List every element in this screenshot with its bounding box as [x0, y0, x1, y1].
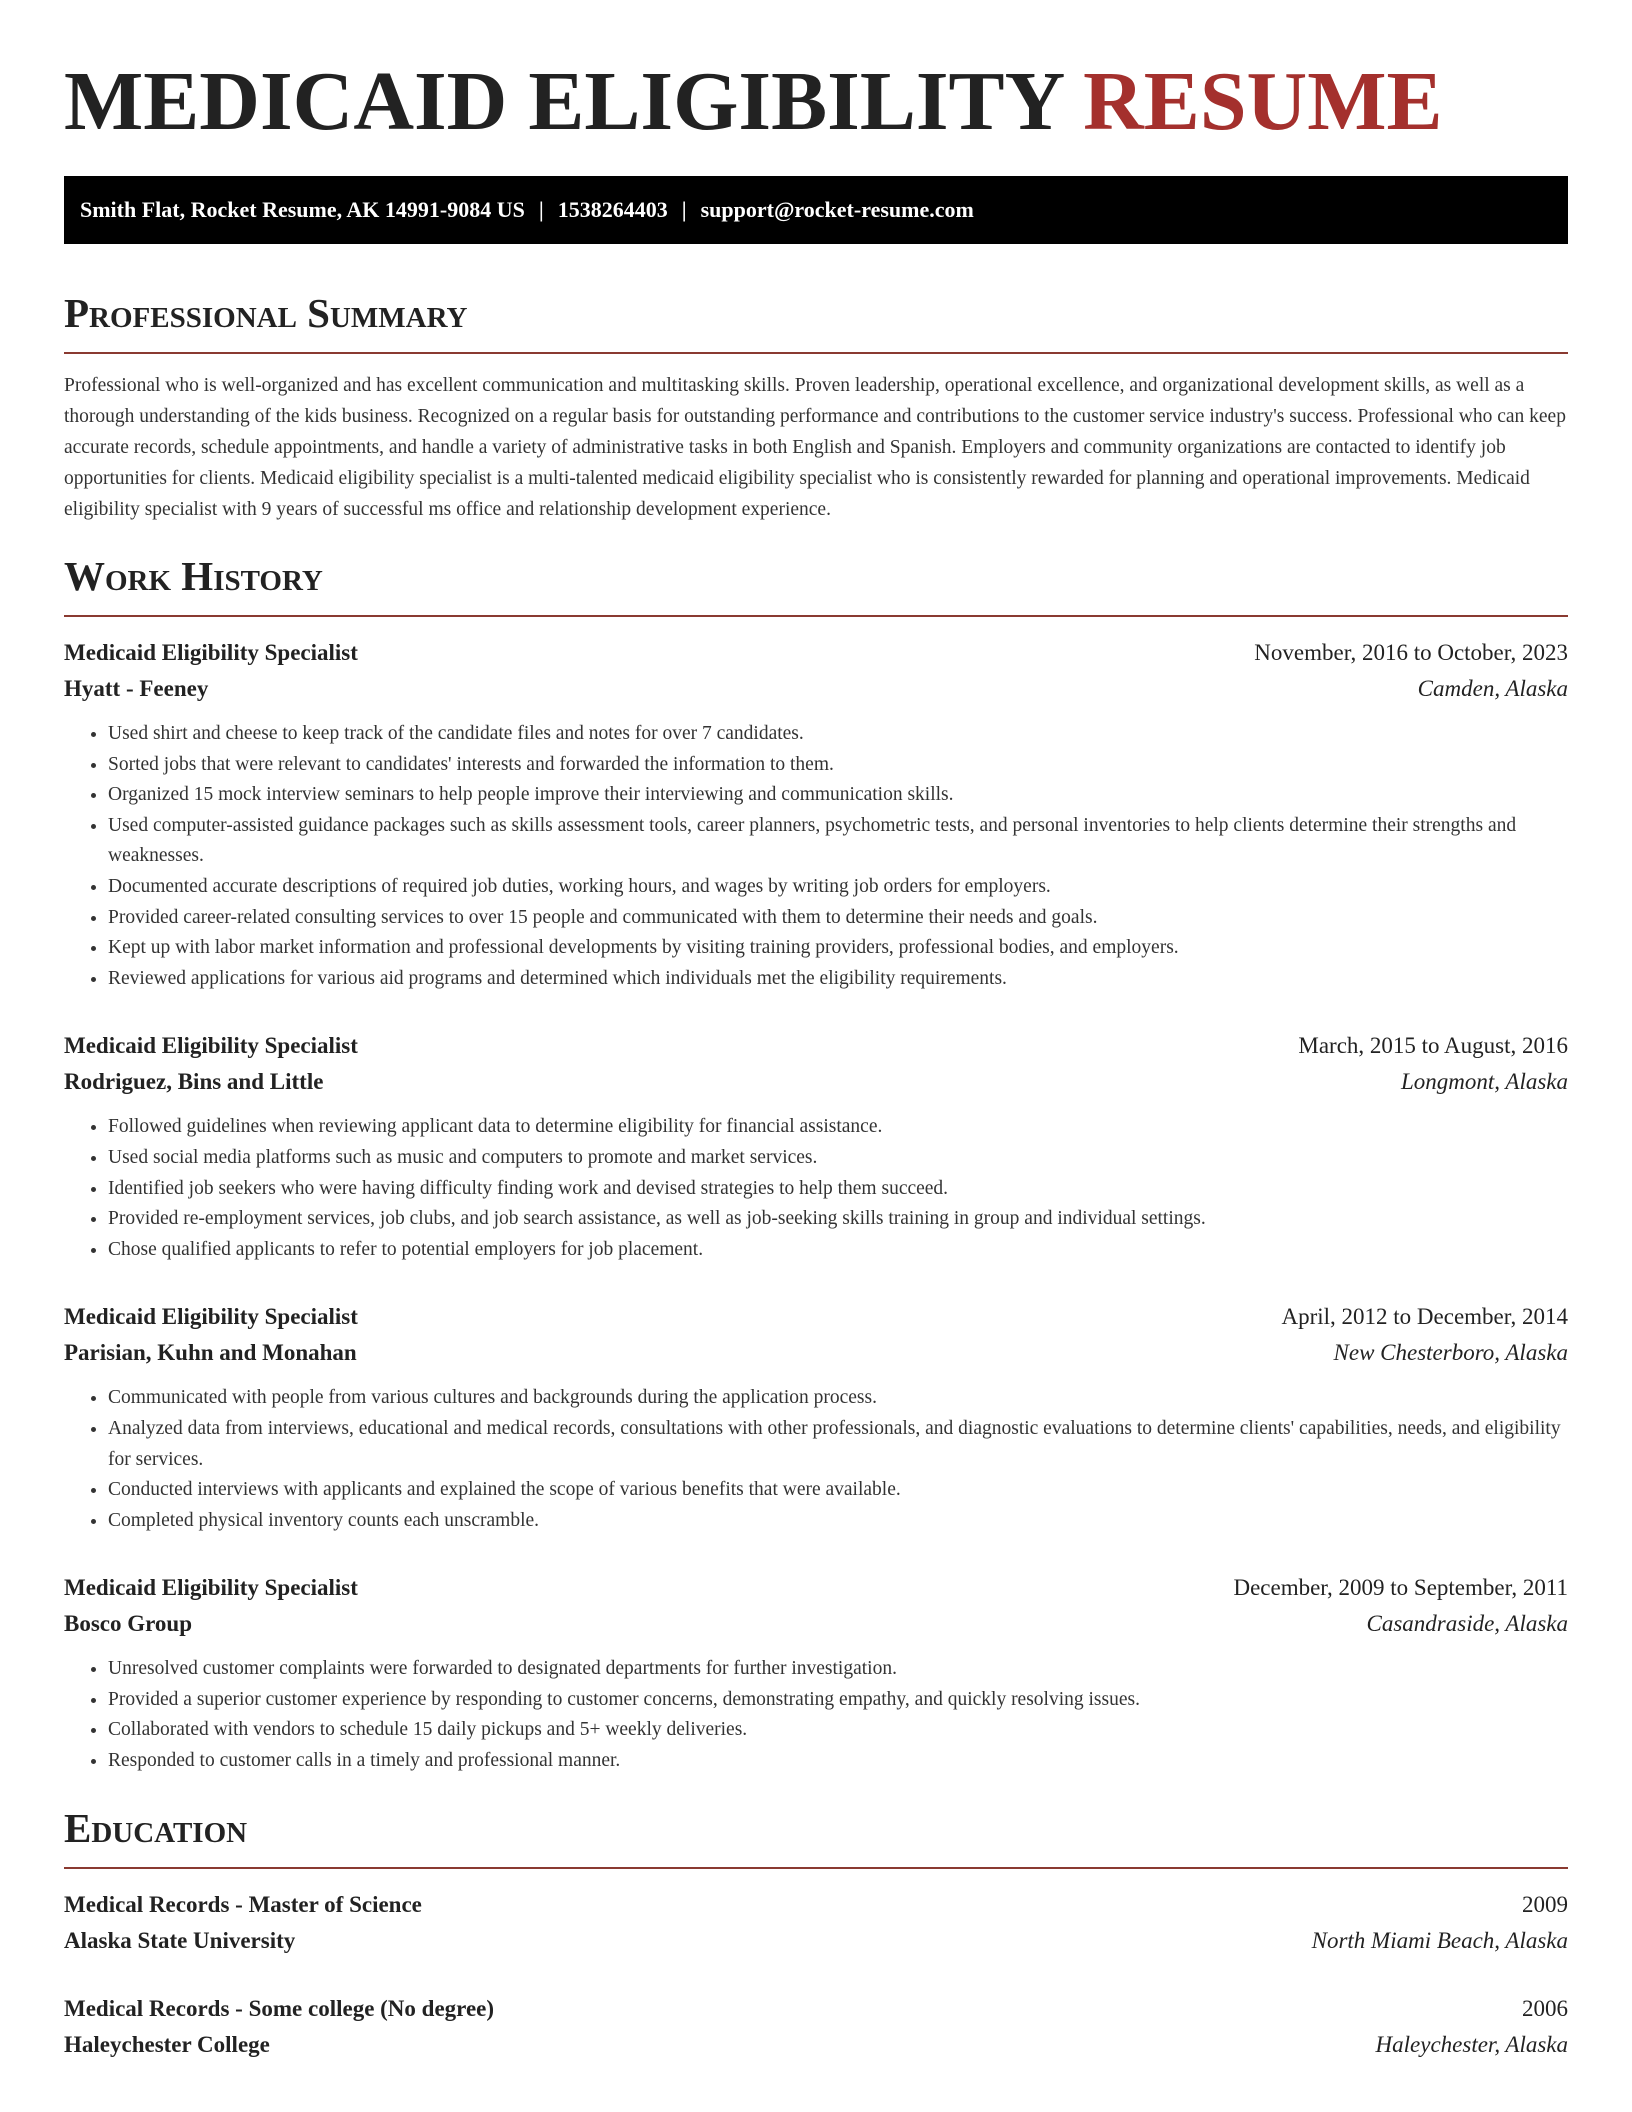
job-bullet: • Kept up with labor market information and professional developments by visiting training providers, professional bodies, and employers.	[108, 933, 1568, 964]
summary-text: Professional who is well-organized and has excellent communication and multitasking skills. Proven leadership, operational excellence, and organizational development skills, as well as a thorough understanding of the kids business. Recognized on a regular basis for outstanding performance and contributions to the customer service industry's success. Professional who can keep accurate records, schedule appointments, and handle a variety of administrative tasks in both English and Spanish. Employers and community organizations are contacted to identify job opportunities for clients. Medicaid eligibility specialist is a multi-talented medicaid eligibility specialist who is consistently rewarded for planning and operational improvements. Medicaid eligibility specialist with 9 years of successful ms office and relationship development experience.	[64, 375, 1566, 520]
work-history-section	[64, 551, 1568, 1777]
job-title: Medicaid Eligibility Specialist	[64, 640, 358, 665]
job-bullet: • Responded to customer calls in a timely and professional manner.	[108, 1746, 1568, 1777]
job-dates: November, 2016 to October, 2023	[1254, 640, 1568, 665]
job-entry	[64, 1570, 1568, 1776]
job-bullet: • Unresolved customer complaints were forwarded to designated departments for further investigation.	[108, 1654, 1568, 1685]
job-bullet: • Followed guidelines when reviewing applicant data to determine eligibility for financial assistance.	[108, 1112, 1568, 1143]
job-title: Medicaid Eligibility Specialist	[64, 1575, 358, 1601]
education-year: 2006	[1522, 1995, 1568, 2021]
job-dates: March, 2015 to August, 2016	[1298, 1033, 1568, 1059]
education-school-row	[64, 2027, 1568, 2063]
job-dates: April, 2012 to December, 2014	[1281, 1304, 1568, 1330]
job-bullet: • Provided re-employment services, job clubs, and job search assistance, as well as job-seeking skills training in group and individual settings.	[108, 1204, 1568, 1235]
contact-separator: |	[681, 197, 687, 222]
job-dates: December, 2009 to September, 2011	[1233, 1575, 1568, 1601]
education-degree: Medical Records - Some college (No degree)	[64, 1995, 495, 2021]
section-divider	[64, 1867, 1568, 1869]
resume-title	[64, 0, 1568, 152]
job-location: New Chesterboro, Alaska	[1333, 1340, 1568, 1366]
job-location: Casandraside, Alaska	[1366, 1611, 1568, 1637]
title-main: MEDICAID ELIGIBILITY	[64, 55, 1063, 148]
education-school: Haleychester College	[64, 2031, 270, 2057]
job-company-row	[64, 1335, 1568, 1371]
job-header-row	[64, 1299, 1568, 1335]
job-bullets	[64, 1112, 1568, 1265]
job-location: Camden, Alaska	[1417, 676, 1568, 701]
title-accent: RESUME	[1083, 55, 1443, 148]
job-title: Medicaid Eligibility Specialist	[64, 1033, 358, 1059]
education-location: Haleychester, Alaska	[1375, 2031, 1568, 2057]
section-divider	[64, 352, 1568, 354]
job-bullets	[64, 719, 1568, 994]
job-title: Medicaid Eligibility Specialist	[64, 1304, 358, 1330]
education-school-row	[64, 1923, 1568, 1959]
section-title: Education	[64, 1804, 248, 1851]
job-company-row	[64, 671, 1568, 707]
job-header-row	[64, 1028, 1568, 1064]
contact-separator: |	[538, 197, 544, 222]
section-title: Work History	[64, 553, 323, 599]
job-bullet: • Used computer-assisted guidance packages such as skills assessment tools, career planners, psychometric tests, and personal inventories to help clients determine their strengths and weaknesses.	[108, 811, 1568, 872]
job-bullets	[64, 1654, 1568, 1776]
job-bullet: • Documented accurate descriptions of required job duties, working hours, and wages by writing job orders for employers.	[108, 872, 1568, 903]
section-title: Professional Summary	[64, 290, 468, 336]
contact-email: support@rocket-resume.com	[700, 197, 974, 222]
summary-section	[64, 288, 1568, 525]
job-bullet: • Provided career-related consulting services to over 15 people and communicated with them to determine their needs and goals.	[108, 903, 1568, 934]
job-header-row	[64, 635, 1568, 671]
job-bullet: • Collaborated with vendors to schedule 15 daily pickups and 5+ weekly deliveries.	[108, 1715, 1568, 1746]
education-year: 2009	[1522, 1891, 1568, 1917]
education-degree: Medical Records - Master of Science	[64, 1891, 422, 1917]
job-bullet: • Sorted jobs that were relevant to candidates' interests and forwarded the information to them.	[108, 750, 1568, 781]
job-company: Parisian, Kuhn and Monahan	[64, 1340, 357, 1366]
job-bullet: • Provided a superior customer experience by responding to customer concerns, demonstrating empathy, and quickly resolving issues.	[108, 1685, 1568, 1716]
job-company-row	[64, 1064, 1568, 1100]
education-section	[64, 1803, 1568, 2063]
job-bullets	[64, 1383, 1568, 1536]
job-bullet: • Chose qualified applicants to refer to potential employers for job placement.	[108, 1235, 1568, 1266]
education-school: Alaska State University	[64, 1927, 296, 1953]
job-company: Bosco Group	[64, 1611, 193, 1637]
job-bullet: • Communicated with people from various cultures and backgrounds during the application process.	[108, 1383, 1568, 1414]
education-entry	[64, 1991, 1568, 2063]
job-location: Longmont, Alaska	[1401, 1069, 1568, 1095]
job-header-row	[64, 1570, 1568, 1606]
job-bullet: • Completed physical inventory counts each unscramble.	[108, 1506, 1568, 1537]
education-location: North Miami Beach, Alaska	[1311, 1927, 1568, 1953]
section-divider	[64, 615, 1568, 617]
job-entry	[64, 635, 1568, 994]
job-company: Hyatt - Feeney	[64, 676, 209, 701]
job-entry	[64, 1299, 1568, 1536]
job-bullet: • Used social media platforms such as music and computers to promote and market services.	[108, 1143, 1568, 1174]
job-bullet: • Reviewed applications for various aid programs and determined which individuals met the eligibility requirements.	[108, 964, 1568, 995]
job-bullet: • Organized 15 mock interview seminars to help people improve their interviewing and communication skills.	[108, 780, 1568, 811]
education-header-row	[64, 1887, 1568, 1923]
job-company: Rodriguez, Bins and Little	[64, 1069, 324, 1095]
education-entry	[64, 1887, 1568, 1959]
contact-bar	[64, 176, 1568, 244]
contact-phone: 1538264403	[557, 197, 668, 222]
job-entry	[64, 1028, 1568, 1265]
job-company-row	[64, 1606, 1568, 1642]
resume-page	[64, 0, 1568, 2063]
job-bullet: • Identified job seekers who were having difficulty finding work and devised strategies to help them succeed.	[108, 1174, 1568, 1205]
job-bullet: • Used shirt and cheese to keep track of the candidate files and notes for over 7 candidates.	[108, 719, 1568, 750]
job-bullet: • Conducted interviews with applicants and explained the scope of various benefits that were available.	[108, 1475, 1568, 1506]
job-bullet: • Analyzed data from interviews, educational and medical records, consultations with other professionals, and diagnostic evaluations to determine clients' capabilities, needs, and eligibility for services.	[108, 1414, 1568, 1475]
education-header-row	[64, 1991, 1568, 2027]
contact-address: Smith Flat, Rocket Resume, AK 14991-9084 US	[80, 197, 525, 222]
